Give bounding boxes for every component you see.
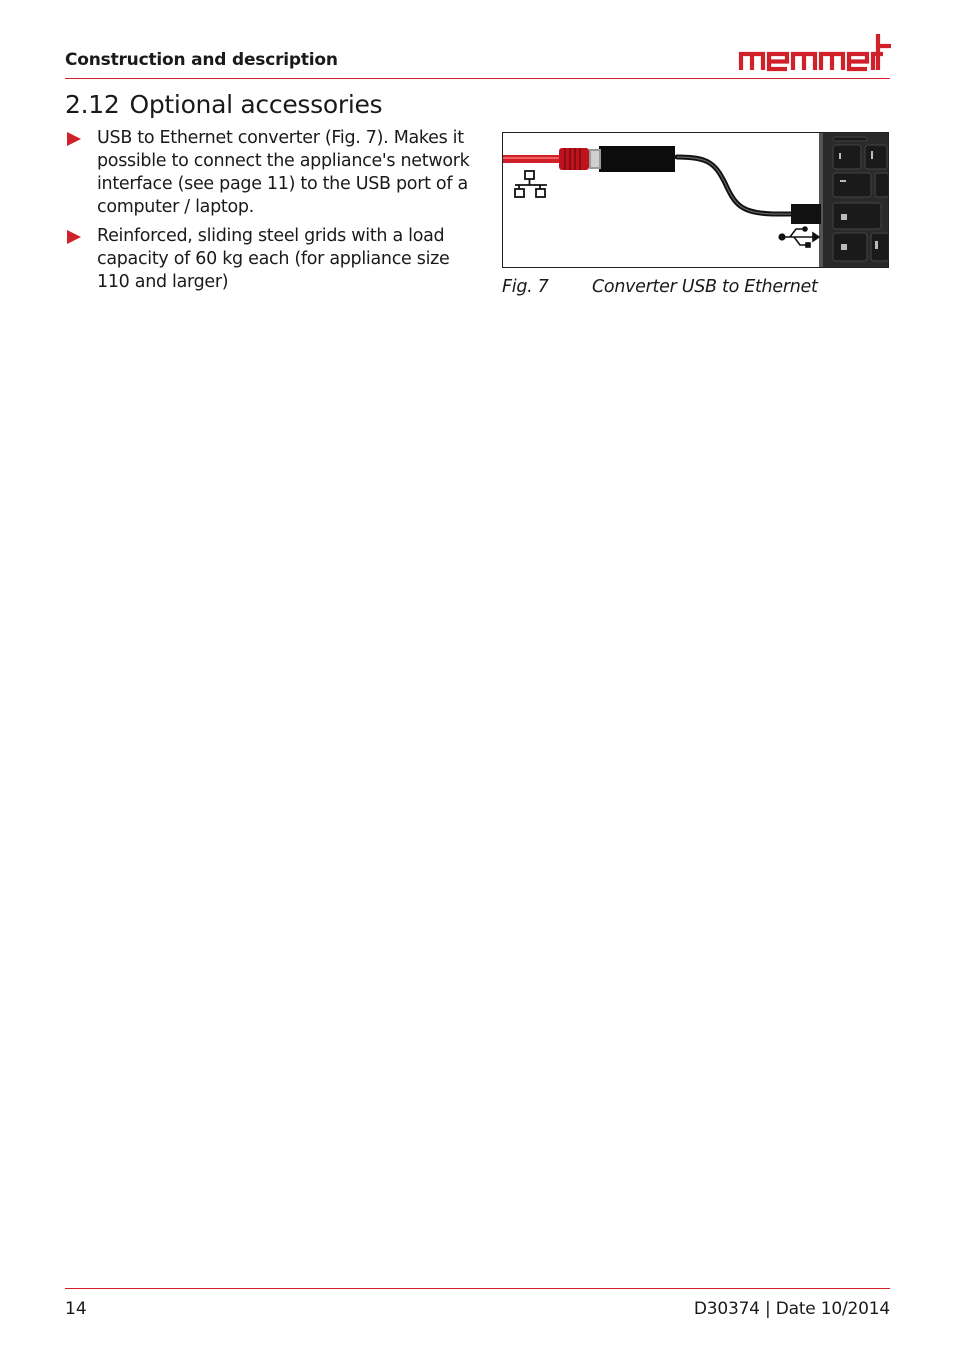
document-info: D30374 | Date 10/2014: [693, 1299, 890, 1319]
header-section-title: Construction and description: [65, 50, 338, 70]
memmert-logo-icon: [737, 32, 891, 72]
ethernet-plug: [559, 148, 589, 170]
footer-divider: [65, 1288, 890, 1289]
section-number: 2.12: [65, 90, 120, 119]
converter-body: [599, 146, 675, 172]
section-heading: [65, 90, 382, 119]
converter-illustration: [503, 133, 888, 267]
list-item-text: Reinforced, sliding steel grids with a load capacity of 60 kg each (for appliance size 110 and larger): [97, 226, 450, 292]
figure-converter-image: [502, 132, 889, 268]
list-item: [65, 225, 485, 294]
usb-plug: [791, 204, 821, 224]
network-icon: [515, 171, 547, 197]
list-item-text: USB to Ethernet converter (Fig. 7). Makes it possible to connect the appliance's network interface (see page 11) to the USB port of a computer / laptop.: [97, 128, 470, 217]
bullet-arrow-icon: [67, 230, 81, 244]
accessories-list: [65, 127, 485, 300]
bullet-arrow-icon: [67, 132, 81, 146]
header-divider: [65, 78, 890, 79]
usb-icon: [779, 227, 819, 247]
figure-caption-text: Converter USB to Ethernet: [592, 277, 818, 297]
list-item: [65, 127, 485, 219]
figure-caption: [502, 277, 818, 297]
page-number: 14: [65, 1299, 87, 1319]
figure-number: Fig. 7: [502, 277, 549, 297]
section-title: Optional accessories: [129, 90, 383, 119]
memmert-logo: [737, 32, 891, 72]
